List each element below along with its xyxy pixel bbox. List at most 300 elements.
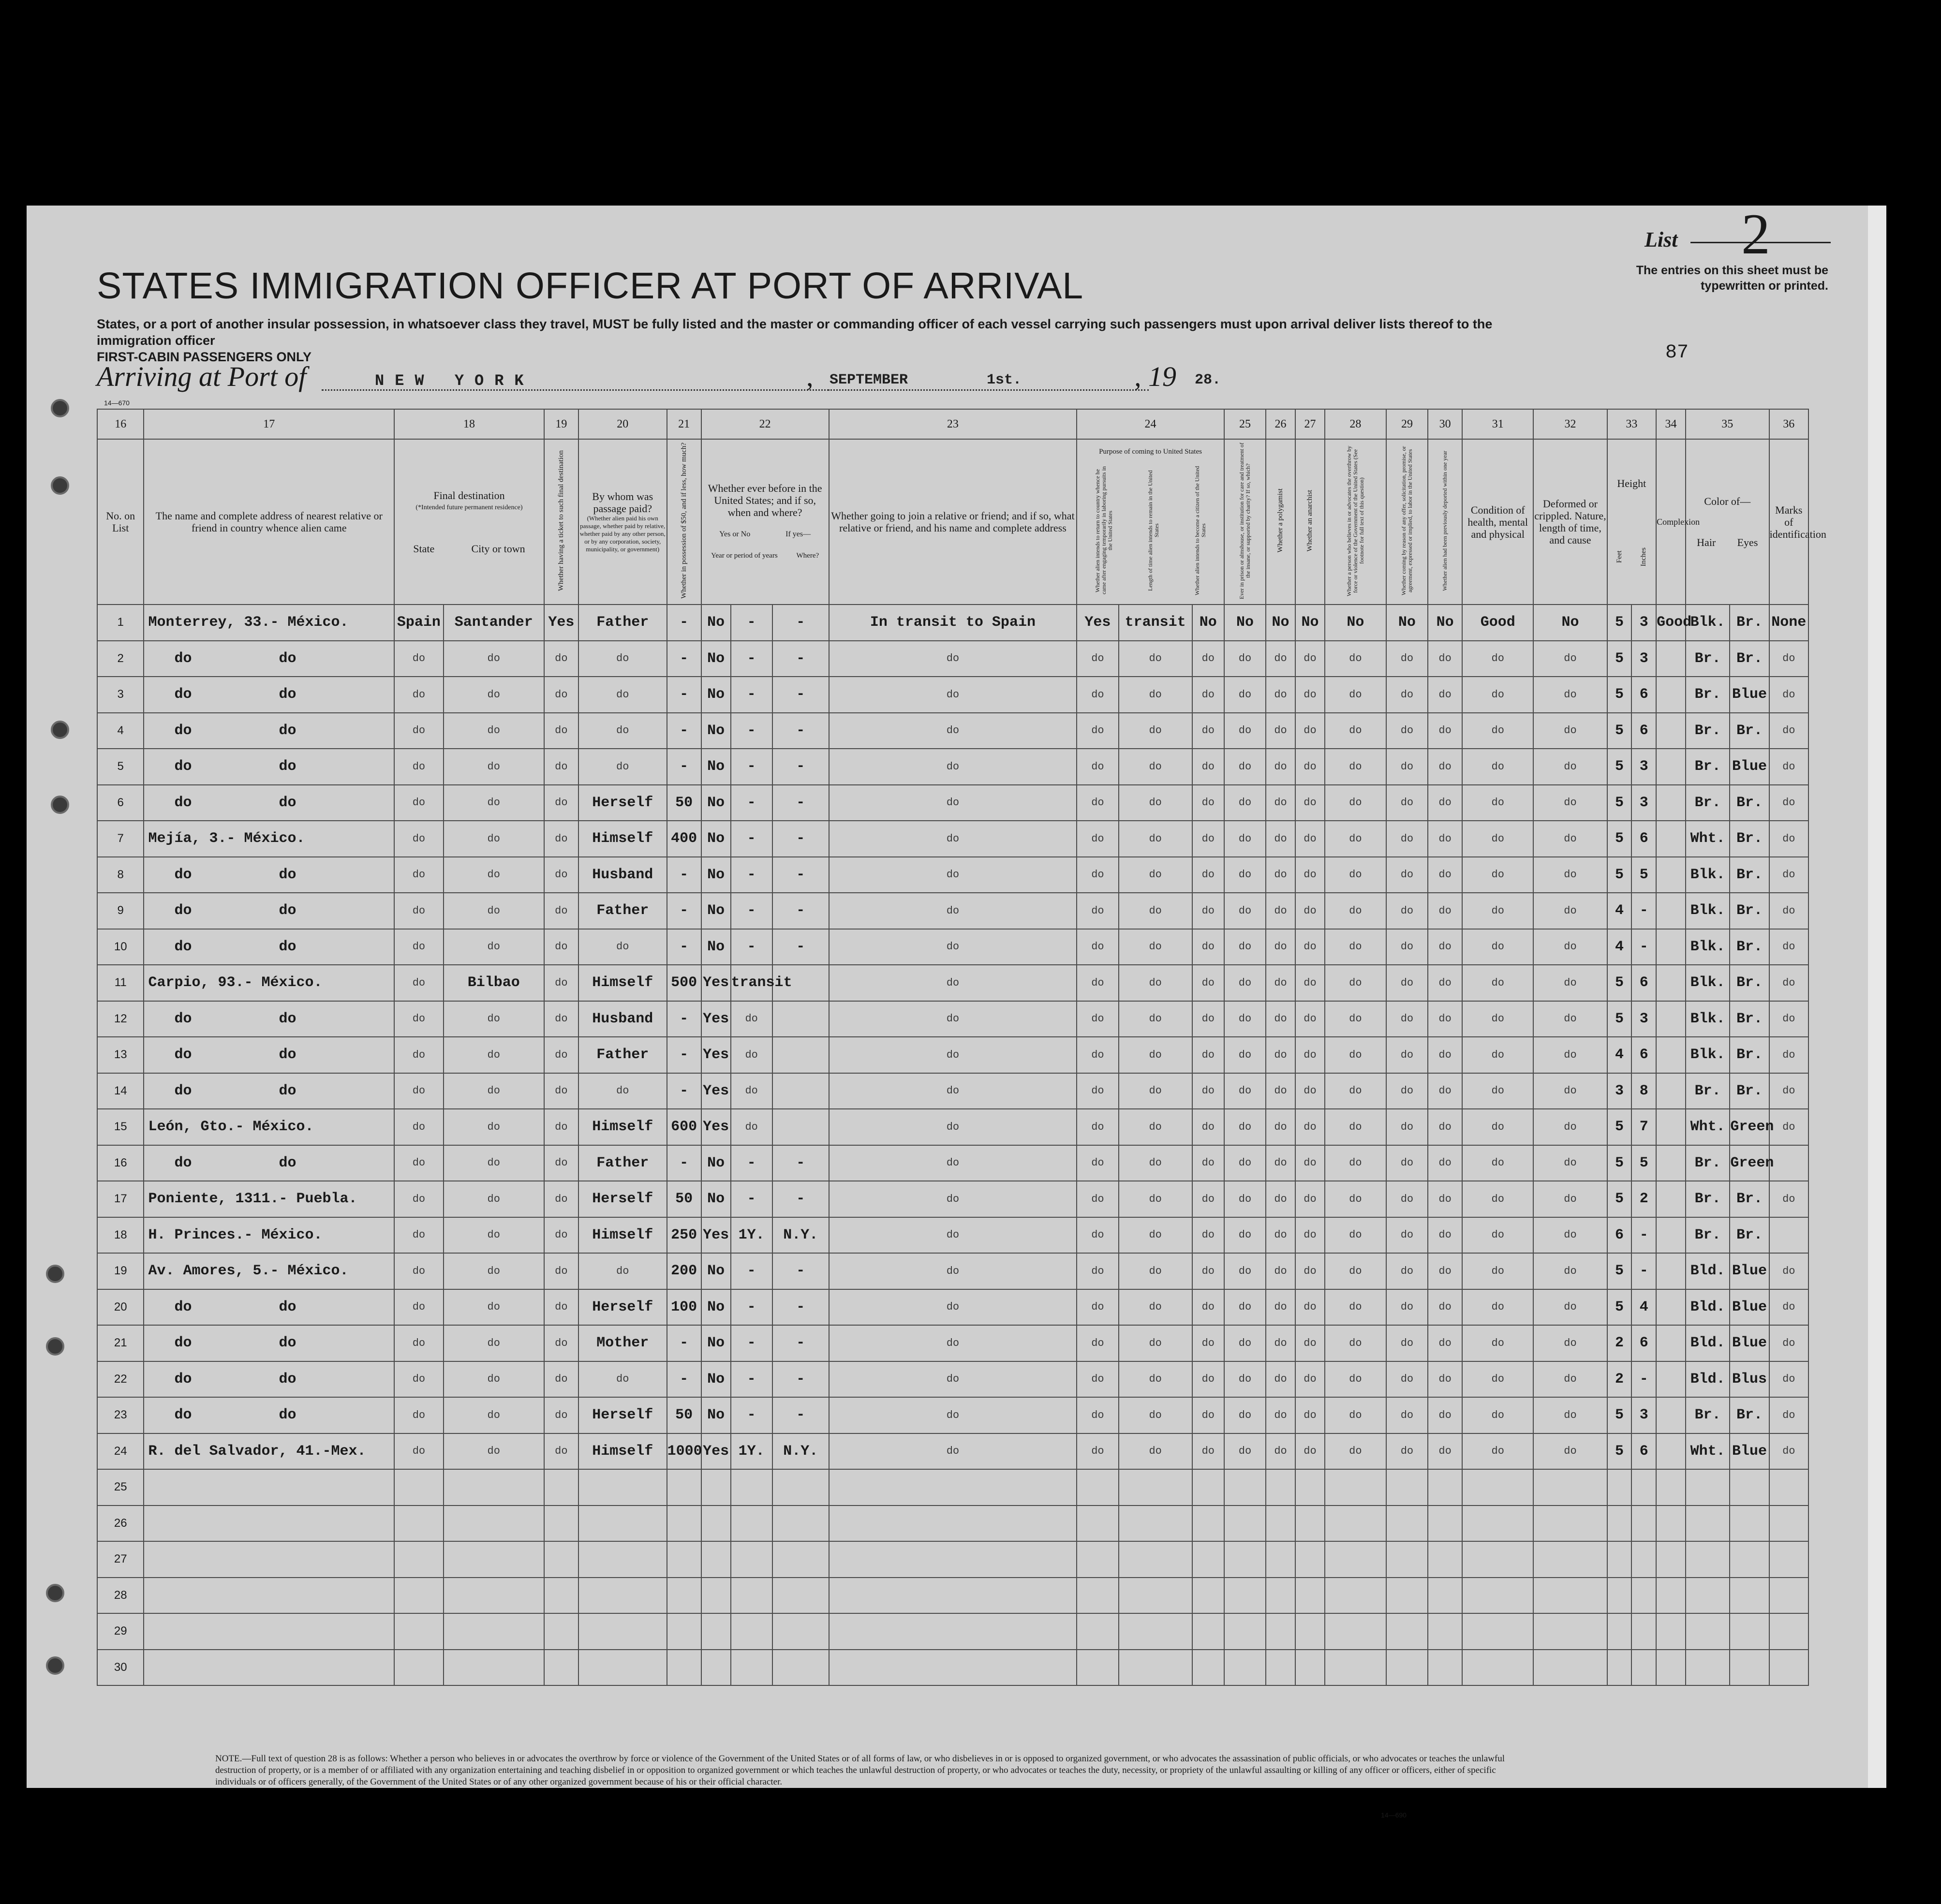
header-deformed: Deformed or crippled. Nature, length of time, and cause bbox=[1533, 439, 1607, 605]
cell-ticket: do bbox=[544, 1253, 578, 1289]
empty-row bbox=[97, 1469, 1808, 1505]
cell-before: No bbox=[701, 605, 731, 641]
cell-money: - bbox=[667, 1037, 701, 1073]
cell-city: do bbox=[444, 1289, 544, 1326]
cell-anarch: do bbox=[1295, 1217, 1325, 1254]
cell-p-c: No bbox=[1192, 605, 1224, 641]
cell-health: do bbox=[1462, 1253, 1533, 1289]
cell-no: 15 bbox=[97, 1109, 144, 1145]
cell-feet: 5 bbox=[1607, 605, 1632, 641]
cell-anarch: do bbox=[1295, 1253, 1325, 1289]
cell-deported: do bbox=[1428, 965, 1462, 1001]
column-number: 32 bbox=[1533, 409, 1607, 439]
cell-state: do bbox=[394, 857, 444, 893]
cell-p-c: do bbox=[1192, 929, 1224, 965]
cell-ticket: do bbox=[544, 749, 578, 785]
cell-years: do bbox=[731, 1001, 772, 1037]
cell-no: 17 bbox=[97, 1181, 144, 1217]
cell-years: - bbox=[731, 785, 772, 821]
cell-p-b: do bbox=[1119, 1325, 1192, 1361]
empty-cell bbox=[1295, 1578, 1325, 1614]
cell-city: do bbox=[444, 1001, 544, 1037]
header-year-period: Year or period of years bbox=[711, 551, 778, 560]
cell-eyes: Br. bbox=[1730, 641, 1769, 677]
cell-state: do bbox=[394, 965, 444, 1001]
cell-ticket: Yes bbox=[544, 605, 578, 641]
cell-ticket: do bbox=[544, 821, 578, 857]
header-labor-text: Whether coming by reason of any offer, solicitation, promise, or agreement, expressed or implied, to labor in the United States bbox=[1400, 446, 1413, 595]
cell-join: do bbox=[829, 1037, 1077, 1073]
cell-state: do bbox=[394, 929, 444, 965]
cell-health: do bbox=[1462, 965, 1533, 1001]
cell-complexion bbox=[1656, 785, 1686, 821]
table-row bbox=[97, 1253, 1808, 1289]
cell-p-a: do bbox=[1077, 1217, 1118, 1254]
cell-p-a: do bbox=[1077, 1253, 1118, 1289]
header-city: City or town bbox=[471, 542, 525, 555]
cell-eyes: Blue bbox=[1730, 1433, 1769, 1470]
cell-inches: 6 bbox=[1631, 1037, 1656, 1073]
cell-health: do bbox=[1462, 1289, 1533, 1326]
cell-overthrow: do bbox=[1325, 1001, 1386, 1037]
cell-deformed: do bbox=[1533, 857, 1607, 893]
empty-cell bbox=[1656, 1541, 1686, 1578]
cell-money: 1000 bbox=[667, 1433, 701, 1470]
cell-labor: do bbox=[1386, 857, 1428, 893]
cell-years: do bbox=[731, 1109, 772, 1145]
cell-prison: do bbox=[1224, 893, 1266, 929]
cell-ticket: do bbox=[544, 1433, 578, 1470]
cell-complexion bbox=[1656, 1289, 1686, 1326]
cell-overthrow: do bbox=[1325, 1433, 1386, 1470]
header-deported bbox=[1428, 439, 1462, 605]
cell-deported: do bbox=[1428, 1073, 1462, 1109]
cell-anarch: do bbox=[1295, 1181, 1325, 1217]
cell-inches: 4 bbox=[1631, 1289, 1656, 1326]
cell-hair: Br. bbox=[1686, 641, 1730, 677]
cell-money: - bbox=[667, 929, 701, 965]
cell-anarch: do bbox=[1295, 821, 1325, 857]
cell-years: - bbox=[731, 677, 772, 713]
cell-no: 14 bbox=[97, 1073, 144, 1109]
cell-where: - bbox=[772, 641, 829, 677]
cell-complexion bbox=[1656, 1325, 1686, 1361]
cell-p-c: do bbox=[1192, 1361, 1224, 1398]
table-row bbox=[97, 1073, 1808, 1109]
cell-city: do bbox=[444, 1253, 544, 1289]
cell-no: 8 bbox=[97, 857, 144, 893]
cell-eyes: Br. bbox=[1730, 1181, 1769, 1217]
cell-years: - bbox=[731, 1325, 772, 1361]
empty-row bbox=[97, 1650, 1808, 1686]
header-health: Condition of health, mental and physical bbox=[1462, 439, 1533, 605]
cell-state: do bbox=[394, 1325, 444, 1361]
cell-p-a: do bbox=[1077, 1433, 1118, 1470]
header-where: Where? bbox=[796, 551, 819, 560]
cell-relative: León, Gto.- México. bbox=[144, 1109, 394, 1145]
cell-prison: do bbox=[1224, 785, 1266, 821]
cell-health: do bbox=[1462, 1073, 1533, 1109]
sheet-edge bbox=[1868, 206, 1886, 1788]
cell-feet: 4 bbox=[1607, 929, 1632, 965]
cell-eyes: Br. bbox=[1730, 1217, 1769, 1254]
instructions-line1: States, or a port of another insular possession, in whatsoever class they travel, MUST be fully listed and the master or commanding officer of each vessel carrying such passengers must upon arrival deliver lists thereof to the immigration officer bbox=[97, 317, 1493, 348]
cell-deformed: do bbox=[1533, 929, 1607, 965]
cell-overthrow: do bbox=[1325, 785, 1386, 821]
empty-cell bbox=[1631, 1469, 1656, 1505]
cell-eyes: Green bbox=[1730, 1109, 1769, 1145]
cell-p-c: do bbox=[1192, 857, 1224, 893]
empty-cell bbox=[1631, 1505, 1656, 1542]
cell-relative: do do bbox=[144, 641, 394, 677]
cell-poly: do bbox=[1266, 965, 1295, 1001]
cell-prison: do bbox=[1224, 1361, 1266, 1398]
cell-state: do bbox=[394, 1397, 444, 1433]
cell-join: do bbox=[829, 1217, 1077, 1254]
cell-complexion bbox=[1656, 893, 1686, 929]
cell-overthrow: do bbox=[1325, 929, 1386, 965]
binder-hole bbox=[51, 796, 69, 814]
header-marks: Marks of identification bbox=[1769, 439, 1808, 605]
cell-anarch: do bbox=[1295, 1073, 1325, 1109]
cell-deported: do bbox=[1428, 1001, 1462, 1037]
cell-p-b: do bbox=[1119, 1217, 1192, 1254]
header-no-on-list: No. on List bbox=[97, 439, 144, 605]
empty-row bbox=[97, 1613, 1808, 1650]
cell-state: do bbox=[394, 1433, 444, 1470]
cell-years: - bbox=[731, 1145, 772, 1181]
cell-money: - bbox=[667, 857, 701, 893]
cell-years: - bbox=[731, 1181, 772, 1217]
cell-years: - bbox=[731, 1361, 772, 1398]
empty-cell bbox=[1769, 1578, 1808, 1614]
cell-no: 1 bbox=[97, 605, 144, 641]
instructions-line2: FIRST-CABIN PASSENGERS ONLY bbox=[97, 350, 312, 364]
passenger-rows bbox=[97, 605, 1808, 1685]
cell-deformed: do bbox=[1533, 1073, 1607, 1109]
empty-cell bbox=[731, 1578, 772, 1614]
table-row bbox=[97, 605, 1808, 641]
empty-cell bbox=[1462, 1469, 1533, 1505]
binder-hole bbox=[46, 1265, 64, 1283]
cell-poly: do bbox=[1266, 1397, 1295, 1433]
cell-where: - bbox=[772, 605, 829, 641]
empty-cell bbox=[394, 1650, 444, 1686]
empty-cell bbox=[1428, 1650, 1462, 1686]
empty-cell bbox=[1656, 1505, 1686, 1542]
cell-hair: Bld. bbox=[1686, 1325, 1730, 1361]
empty-cell bbox=[578, 1541, 667, 1578]
cell-state: do bbox=[394, 641, 444, 677]
cell-hair: Bld. bbox=[1686, 1289, 1730, 1326]
purpose-label: Purpose of coming to United States bbox=[1099, 447, 1202, 456]
cell-deported: do bbox=[1428, 749, 1462, 785]
cell-years: - bbox=[731, 821, 772, 857]
cell-paid: Herself bbox=[578, 785, 667, 821]
empty-cell bbox=[1325, 1505, 1386, 1542]
cell-money: - bbox=[667, 1361, 701, 1398]
empty-cell bbox=[1607, 1505, 1632, 1542]
cell-no: 11 bbox=[97, 965, 144, 1001]
cell-inches: 8 bbox=[1631, 1073, 1656, 1109]
empty-cell bbox=[829, 1613, 1077, 1650]
column-number: 33 bbox=[1607, 409, 1657, 439]
cell-eyes: Br. bbox=[1730, 857, 1769, 893]
empty-cell bbox=[144, 1578, 394, 1614]
empty-cell bbox=[701, 1650, 731, 1686]
cell-p-a: do bbox=[1077, 785, 1118, 821]
cell-p-b: do bbox=[1119, 1289, 1192, 1326]
empty-cell bbox=[772, 1541, 829, 1578]
empty-cell bbox=[1686, 1613, 1730, 1650]
cell-labor: do bbox=[1386, 677, 1428, 713]
cell-state: do bbox=[394, 1253, 444, 1289]
cell-before: No bbox=[701, 1181, 731, 1217]
cell-money: 200 bbox=[667, 1253, 701, 1289]
empty-cell bbox=[1386, 1541, 1428, 1578]
cell-poly: do bbox=[1266, 1433, 1295, 1470]
empty-cell bbox=[1686, 1578, 1730, 1614]
cell-p-b: do bbox=[1119, 1397, 1192, 1433]
cell-state: Spain bbox=[394, 605, 444, 641]
cell-p-b: do bbox=[1119, 749, 1192, 785]
cell-deported: do bbox=[1428, 1217, 1462, 1254]
cell-labor: do bbox=[1386, 749, 1428, 785]
cell-health: do bbox=[1462, 1037, 1533, 1073]
year-suffix: 28. bbox=[1195, 372, 1221, 388]
empty-cell bbox=[1119, 1469, 1192, 1505]
cell-labor: do bbox=[1386, 641, 1428, 677]
cell-paid: do bbox=[578, 929, 667, 965]
empty-cell bbox=[1730, 1469, 1769, 1505]
empty-cell bbox=[731, 1650, 772, 1686]
cell-where: - bbox=[772, 1253, 829, 1289]
cell-city: do bbox=[444, 1073, 544, 1109]
cell-p-c: do bbox=[1192, 893, 1224, 929]
cell-health: do bbox=[1462, 1433, 1533, 1470]
empty-cell bbox=[772, 1613, 829, 1650]
cell-where bbox=[772, 1001, 829, 1037]
cell-poly: do bbox=[1266, 713, 1295, 749]
empty-cell bbox=[1462, 1613, 1533, 1650]
cell-relative: do do bbox=[144, 713, 394, 749]
cell-marks: do bbox=[1769, 893, 1808, 929]
cell-labor: do bbox=[1386, 821, 1428, 857]
empty-cell bbox=[701, 1541, 731, 1578]
header-if-yes: If yes— bbox=[785, 530, 811, 538]
cell-state: do bbox=[394, 1109, 444, 1145]
cell-state: do bbox=[394, 785, 444, 821]
cell-anarch: do bbox=[1295, 1361, 1325, 1398]
cell-no: 22 bbox=[97, 1361, 144, 1398]
cell-marks: do bbox=[1769, 1433, 1808, 1470]
column-number: 29 bbox=[1386, 409, 1428, 439]
cell-where: - bbox=[772, 785, 829, 821]
cell-complexion: Good bbox=[1656, 605, 1686, 641]
cell-feet: 5 bbox=[1607, 1289, 1632, 1326]
column-number: 31 bbox=[1462, 409, 1533, 439]
cell-complexion bbox=[1656, 1145, 1686, 1181]
cell-ticket: do bbox=[544, 1361, 578, 1398]
empty-cell bbox=[1192, 1578, 1224, 1614]
cell-feet: 5 bbox=[1607, 1433, 1632, 1470]
empty-cell bbox=[1077, 1650, 1118, 1686]
cell-health: do bbox=[1462, 677, 1533, 713]
cell-state: do bbox=[394, 1037, 444, 1073]
cell-paid: Father bbox=[578, 1145, 667, 1181]
cell-marks: do bbox=[1769, 749, 1808, 785]
cell-eyes: Br. bbox=[1730, 893, 1769, 929]
cell-join: do bbox=[829, 1001, 1077, 1037]
table-row bbox=[97, 821, 1808, 857]
empty-cell bbox=[1462, 1578, 1533, 1614]
cell-where: - bbox=[772, 893, 829, 929]
cell-overthrow: do bbox=[1325, 821, 1386, 857]
header-overthrow-text: Whether a person who believes in or advocates the overthrow by force or violence of the Government of the United States (See footnote for full text of this question) bbox=[1345, 445, 1365, 596]
cell-prison: do bbox=[1224, 1217, 1266, 1254]
cell-relative: do do bbox=[144, 1037, 394, 1073]
table-row bbox=[97, 893, 1808, 929]
cell-deported: do bbox=[1428, 1433, 1462, 1470]
binder-hole bbox=[46, 1584, 64, 1602]
cell-overthrow: do bbox=[1325, 1217, 1386, 1254]
cell-poly: do bbox=[1266, 749, 1295, 785]
cell-ticket: do bbox=[544, 1037, 578, 1073]
cell-eyes: Blue bbox=[1730, 1289, 1769, 1326]
cell-state: do bbox=[394, 1073, 444, 1109]
cell-deformed: do bbox=[1533, 821, 1607, 857]
cell-before: No bbox=[701, 713, 731, 749]
empty-cell bbox=[1428, 1578, 1462, 1614]
cell-p-a: do bbox=[1077, 1181, 1118, 1217]
cell-p-c: do bbox=[1192, 1109, 1224, 1145]
cell-years: - bbox=[731, 713, 772, 749]
cell-before: No bbox=[701, 785, 731, 821]
cell-labor: do bbox=[1386, 1253, 1428, 1289]
cell-complexion bbox=[1656, 1361, 1686, 1398]
cell-labor: No bbox=[1386, 605, 1428, 641]
empty-cell bbox=[1656, 1650, 1686, 1686]
cell-relative: H. Princes.- México. bbox=[144, 1217, 394, 1254]
cell-p-c: do bbox=[1192, 1001, 1224, 1037]
cell-inches: 6 bbox=[1631, 1433, 1656, 1470]
cell-inches: - bbox=[1631, 1217, 1656, 1254]
cell-health: do bbox=[1462, 641, 1533, 677]
cell-no: 9 bbox=[97, 893, 144, 929]
empty-cell bbox=[444, 1541, 544, 1578]
cell-deported: do bbox=[1428, 1289, 1462, 1326]
header-inches: Inches bbox=[1639, 547, 1647, 567]
cell-complexion bbox=[1656, 1073, 1686, 1109]
empty-cell bbox=[1224, 1541, 1266, 1578]
empty-cell bbox=[1686, 1505, 1730, 1542]
cell-relative: do do bbox=[144, 1325, 394, 1361]
cell-p-b: do bbox=[1119, 1001, 1192, 1037]
cell-join: do bbox=[829, 1253, 1077, 1289]
cell-p-c: do bbox=[1192, 1217, 1224, 1254]
empty-cell bbox=[1686, 1469, 1730, 1505]
cell-deported: do bbox=[1428, 929, 1462, 965]
cell-no: 19 bbox=[97, 1253, 144, 1289]
cell-before: No bbox=[701, 857, 731, 893]
cell-where: - bbox=[772, 1325, 829, 1361]
empty-cell bbox=[544, 1541, 578, 1578]
empty-cell bbox=[1077, 1613, 1118, 1650]
cell-anarch: do bbox=[1295, 641, 1325, 677]
cell-deported: do bbox=[1428, 1145, 1462, 1181]
cell-ticket: do bbox=[544, 1217, 578, 1254]
cell-years: - bbox=[731, 1253, 772, 1289]
cell-money: 250 bbox=[667, 1217, 701, 1254]
cell-deformed: No bbox=[1533, 605, 1607, 641]
header-nearest-relative: The name and complete address of nearest relative or friend in country whence alien came bbox=[144, 439, 394, 605]
cell-p-b: do bbox=[1119, 785, 1192, 821]
cell-inches: 2 bbox=[1631, 1181, 1656, 1217]
cell-anarch: do bbox=[1295, 929, 1325, 965]
empty-cell bbox=[667, 1613, 701, 1650]
cell-no: 29 bbox=[97, 1613, 144, 1650]
cell-years: 1Y. bbox=[731, 1217, 772, 1254]
cell-years: - bbox=[731, 605, 772, 641]
cell-deported: do bbox=[1428, 1325, 1462, 1361]
cell-marks bbox=[1769, 1217, 1808, 1254]
empty-cell bbox=[667, 1650, 701, 1686]
cell-complexion bbox=[1656, 821, 1686, 857]
cell-money: - bbox=[667, 713, 701, 749]
column-number-row bbox=[97, 409, 1808, 439]
cell-hair: Blk. bbox=[1686, 893, 1730, 929]
empty-cell bbox=[444, 1578, 544, 1614]
cell-p-c: do bbox=[1192, 1181, 1224, 1217]
cell-anarch: do bbox=[1295, 1325, 1325, 1361]
cell-paid: Himself bbox=[578, 821, 667, 857]
cell-ticket: do bbox=[544, 893, 578, 929]
cell-complexion bbox=[1656, 1109, 1686, 1145]
cell-city: do bbox=[444, 785, 544, 821]
cell-city: do bbox=[444, 1217, 544, 1254]
cell-poly: do bbox=[1266, 677, 1295, 713]
cell-marks bbox=[1769, 1145, 1808, 1181]
cell-feet: 4 bbox=[1607, 1037, 1632, 1073]
header-hair: Hair bbox=[1697, 536, 1716, 548]
cell-feet: 2 bbox=[1607, 1361, 1632, 1398]
cell-hair: Blk. bbox=[1686, 857, 1730, 893]
cell-join: do bbox=[829, 641, 1077, 677]
cell-before: No bbox=[701, 1361, 731, 1398]
cell-before: Yes bbox=[701, 1109, 731, 1145]
cell-state: do bbox=[394, 1181, 444, 1217]
cell-inches: 5 bbox=[1631, 1145, 1656, 1181]
cell-labor: do bbox=[1386, 1289, 1428, 1326]
cell-p-b: do bbox=[1119, 965, 1192, 1001]
cell-prison: do bbox=[1224, 1145, 1266, 1181]
cell-feet: 5 bbox=[1607, 641, 1632, 677]
cell-hair: Br. bbox=[1686, 1397, 1730, 1433]
column-number: 18 bbox=[394, 409, 544, 439]
cell-eyes: Br. bbox=[1730, 785, 1769, 821]
cell-overthrow: do bbox=[1325, 1253, 1386, 1289]
cell-deported: do bbox=[1428, 1037, 1462, 1073]
empty-cell bbox=[731, 1541, 772, 1578]
cell-city: do bbox=[444, 821, 544, 857]
cell-poly: do bbox=[1266, 1361, 1295, 1398]
cell-marks: do bbox=[1769, 1181, 1808, 1217]
cell-p-c: do bbox=[1192, 785, 1224, 821]
cell-inches: 6 bbox=[1631, 965, 1656, 1001]
empty-cell bbox=[444, 1613, 544, 1650]
empty-cell bbox=[1325, 1613, 1386, 1650]
cell-ticket: do bbox=[544, 965, 578, 1001]
